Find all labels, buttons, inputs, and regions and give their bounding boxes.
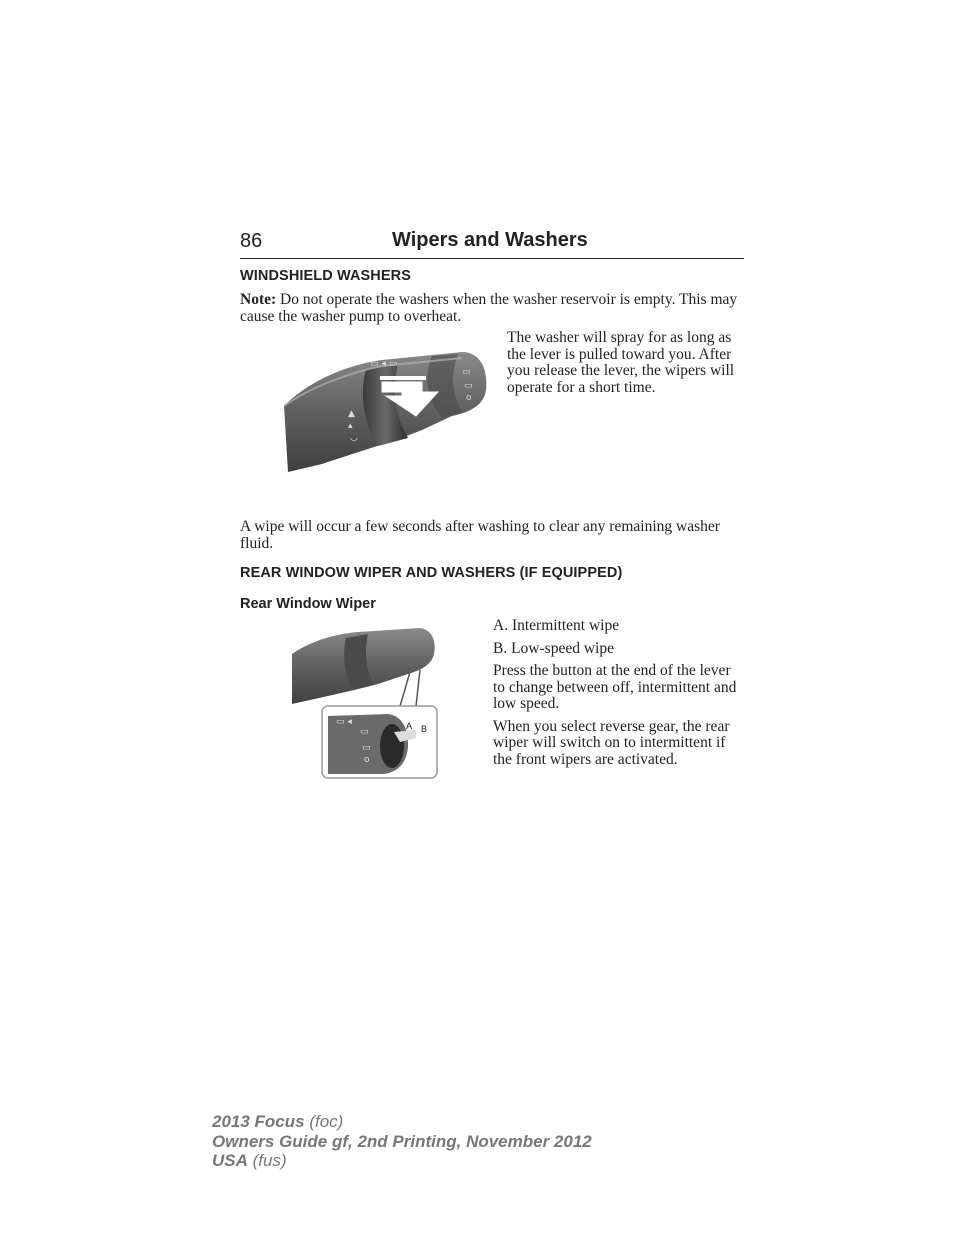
svg-text:▲: ▲: [348, 409, 355, 419]
washer-side-text: The washer will spray for as long as the lever is pulled toward you. After you release the lever, the wipers will operate for a short time.: [507, 329, 735, 396]
svg-text:o: o: [466, 393, 472, 403]
svg-text:▴: ▴: [348, 421, 353, 431]
footer-model-line: [212, 1112, 592, 1132]
note-paragraph: [240, 292, 740, 325]
chapter-title: Wipers and Washers: [392, 229, 588, 251]
subheading-rear-window-wiper: Rear Window Wiper: [240, 596, 376, 612]
svg-text:▭: ▭: [362, 743, 371, 753]
svg-text:◡: ◡: [350, 433, 358, 443]
footer-region: USA: [212, 1151, 248, 1170]
section-heading-windshield-washers: WINDSHIELD WASHERS: [240, 268, 411, 284]
page-number: 86: [240, 230, 263, 252]
callout-a: A: [406, 721, 413, 731]
list-item-intermittent-wipe: A. Intermittent wipe: [493, 617, 620, 634]
rear-wiper-text-column: [493, 618, 743, 774]
footer-region-line: [212, 1151, 592, 1171]
page-footer: [212, 1112, 592, 1171]
svg-text:▭ ◂: ▭ ◂: [336, 717, 352, 727]
note-text: Do not operate the washers when the washer reservoir is empty. This may cause the washer pump to overheat.: [240, 291, 738, 325]
rear-wiper-lever-illustration: [288, 624, 442, 782]
page-header: [240, 228, 744, 259]
rear-wiper-para-reverse: When you select reverse gear, the rear wiper will switch on to intermittent if the front wipers are activated.: [493, 717, 730, 768]
svg-text:o: o: [364, 755, 370, 765]
callout-b: B: [421, 724, 428, 734]
svg-text:▭: ▭: [464, 381, 473, 391]
svg-text:▭ ◂ ▭: ▭ ◂ ▭: [370, 359, 398, 369]
svg-text:▭: ▭: [360, 727, 369, 737]
washer-lever-illustration: [282, 346, 492, 474]
wipe-after-text: A wipe will occur a few seconds after washing to clear any remaining washer fluid.: [240, 518, 720, 552]
svg-text:▭: ▭: [462, 367, 471, 377]
note-label: Note:: [240, 291, 277, 308]
rear-wiper-para-button: Press the button at the end of the lever to change between off, intermittent and low speed.: [493, 662, 737, 712]
footer-model-code: (foc): [304, 1112, 344, 1131]
footer-model: 2013 Focus: [212, 1112, 305, 1131]
footer-guide-line: Owners Guide gf, 2nd Printing, November 2012: [212, 1131, 592, 1151]
list-item-low-speed-wipe: B. Low-speed wipe: [493, 639, 614, 657]
section-heading-rear-window: REAR WINDOW WIPER AND WASHERS (IF EQUIPPED): [240, 565, 623, 581]
footer-region-code: (fus): [247, 1151, 287, 1170]
